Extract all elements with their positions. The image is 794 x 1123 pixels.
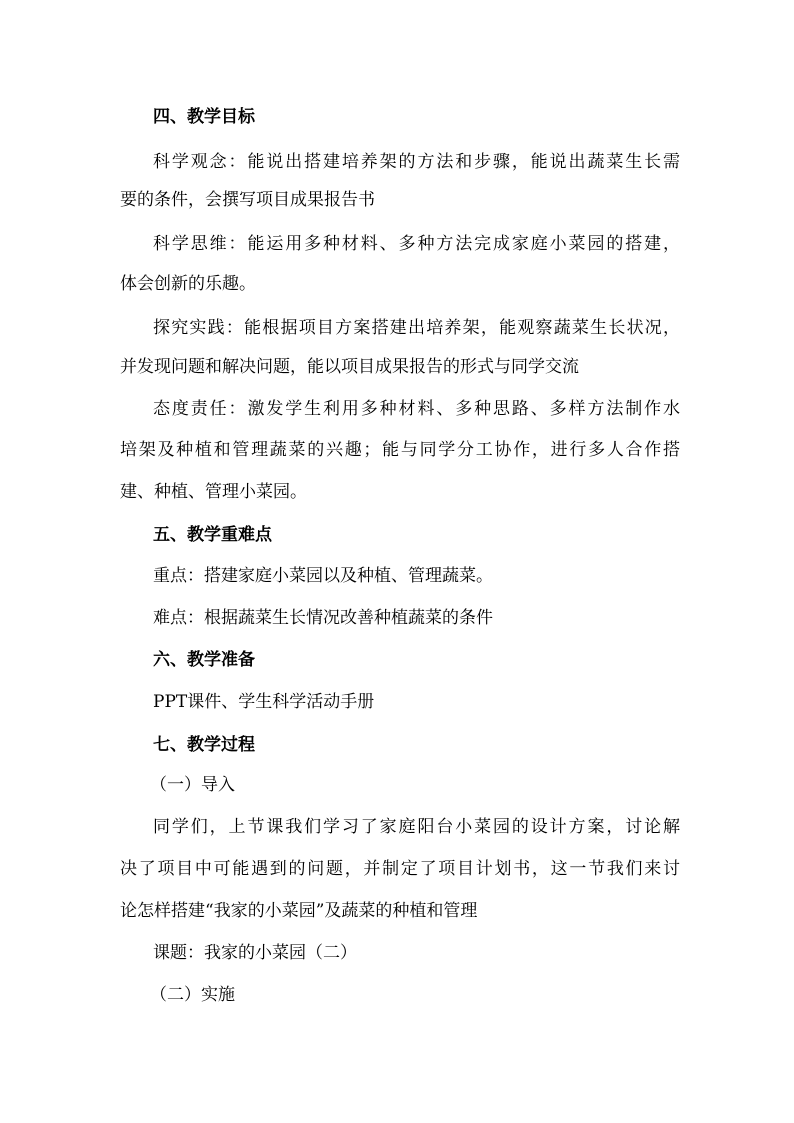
paragraph-line: 决了项目中可能遇到的问题，并制定了项目计划书，这一节我们来讨 [120,859,680,879]
paragraph-line: 科学观念：能说出搭建培养架的方法和步骤，能说出蔬菜生长需 [153,152,680,172]
difficult-point-line: 难点：根据蔬菜生长情况改善种植蔬菜的条件 [153,608,493,628]
paragraph-line: 建、种植、管理小菜园。 [120,482,307,502]
paragraph-line: 论怎样搭建“我家的小菜园”及蔬菜的种植和管理 [120,901,478,921]
paragraph-line: 科学思维：能运用多种材料、多种方法完成家庭小菜园的搭建， [153,234,680,254]
section-heading-teaching-goals: 四、教学目标 [153,107,255,127]
paragraph-line: 并发现问题和解决问题，能以项目成果报告的形式与同学交流 [120,357,579,377]
subheading-intro: （一）导入 [150,775,235,795]
paragraph-line: 探究实践：能根据项目方案搭建出培养架，能观察蔬菜生长状况， [153,318,680,338]
subheading-implementation: （二）实施 [150,985,235,1005]
paragraph-line: 同学们，上节课我们学习了家庭阳台小菜园的设计方案，讨论解 [153,817,680,837]
paragraph-line: 态度责任：激发学生利用多种材料、多种思路、多样方法制作水 [153,399,680,419]
section-heading-key-points: 五、教学重难点 [153,525,272,545]
paragraph-line: 要的条件，会撰写项目成果报告书 [120,190,375,210]
preparation-line: PPT课件、学生科学活动手册 [153,692,375,712]
key-point-line: 重点：搭建家庭小菜园以及种植、管理蔬菜。 [153,566,493,586]
section-heading-process: 七、教学过程 [153,735,255,755]
section-heading-preparation: 六、教学准备 [153,650,255,670]
paragraph-line: 培架及种植和管理蔬菜的兴趣；能与同学分工协作，进行多人合作搭 [120,440,680,460]
paragraph-line: 体会创新的乐趣。 [120,274,256,294]
topic-line: 课题：我家的小菜园（二） [153,943,357,963]
